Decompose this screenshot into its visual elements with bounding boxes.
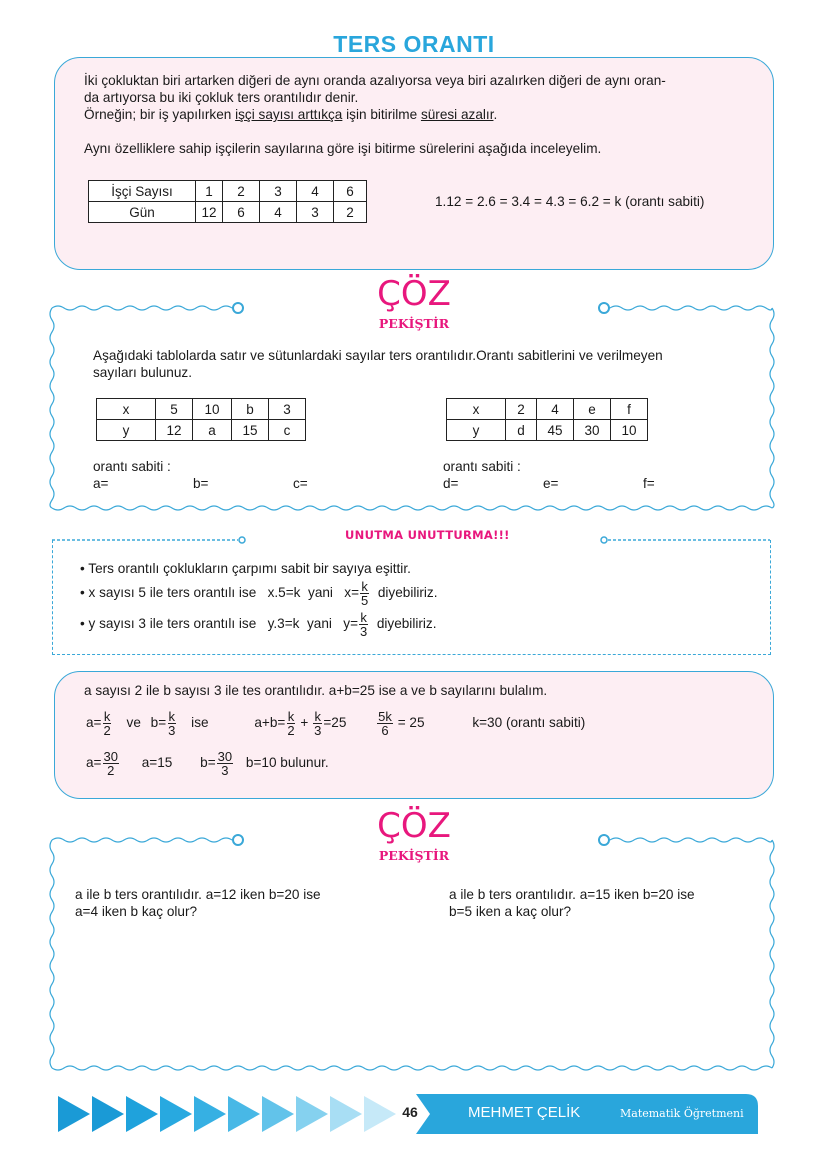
- intro-line-1: İki çokluktan biri artarken diğeri de aynı oranda azalıyorsa veya biri azalırken diğeri de aynı oran-: [84, 73, 666, 88]
- author-name: MEHMET ÇELİK: [468, 1104, 581, 1121]
- pekistir-heading-2: PEKİŞTİR: [378, 848, 450, 863]
- answer-e: e=: [543, 476, 559, 491]
- arrow-icon: [296, 1096, 328, 1132]
- table-cell: x: [447, 399, 506, 420]
- reminder-heading: UNUTMA UNUTTURMA!!!: [345, 528, 510, 542]
- table-cell: 15: [232, 420, 269, 441]
- intro-line-4: Aynı özelliklere sahip işçilerin sayılarına göre işi bitirme sürelerini aşağıda inceleyelim.: [84, 141, 602, 156]
- question-2: a ile b ters orantılıdır. a=15 iken b=20 ise b=5 iken a kaç olur?: [449, 887, 695, 919]
- arrow-icon: [228, 1096, 260, 1132]
- table-row-label: İşçi Sayısı: [89, 181, 196, 202]
- constant-equation: 1.12 = 2.6 = 3.4 = 4.3 = 6.2 = k (orantı sabiti): [435, 194, 705, 209]
- table-cell: 12: [196, 202, 223, 223]
- reminder-bullet-2: • x sayısı 5 ile ters orantılı ise x.5=k yani x= $\frac{k}{5}$ diyebiliriz.: [80, 579, 438, 608]
- page-number: 46: [402, 1104, 418, 1120]
- table-cell: 4: [260, 202, 297, 223]
- fraction: $\frac{k}{5}$: [361, 579, 369, 608]
- table-cell: 2: [223, 181, 260, 202]
- table-cell: 30: [574, 420, 611, 441]
- arrow-icon: [330, 1096, 362, 1132]
- table-cell: 3: [297, 202, 334, 223]
- practice-table-left: [96, 398, 306, 441]
- table-cell: 12: [156, 420, 193, 441]
- table-cell: e: [574, 399, 611, 420]
- table-cell: 4: [537, 399, 574, 420]
- arrow-icon: [92, 1096, 124, 1132]
- arrow-icon: [262, 1096, 294, 1132]
- table-cell: x: [97, 399, 156, 420]
- reminder-bullet-3: • y sayısı 3 ile ters orantılı ise y.3=k yani y= $\frac{k}{3}$ diyebiliriz.: [80, 610, 437, 639]
- table-cell: c: [269, 420, 306, 441]
- table-cell: a: [193, 420, 232, 441]
- pekistir-heading: PEKİŞTİR: [378, 316, 450, 331]
- frame-dot: [599, 303, 609, 313]
- arrow-icon: [160, 1096, 192, 1132]
- table-cell: b: [232, 399, 269, 420]
- table-cell: 2: [506, 399, 537, 420]
- frame-dot: [233, 835, 243, 845]
- reminder-bullet-1: • Ters orantılı çoklukların çarpımı sabit bir sayıya eşittir.: [80, 561, 411, 576]
- table-cell: y: [447, 420, 506, 441]
- example-line-1: a= $\frac{k}{2}$ ve b= $\frac{k}{3}$ ise a+b= $\frac{k}{2}$ + $\frac{k}{3}$ =25 $\frac{5k}{6}$ = 25 k=30 (orantı sabiti): [86, 709, 586, 738]
- arrow-icon: [58, 1096, 90, 1132]
- coz-heading: ÇÖZ: [377, 274, 451, 314]
- answer-c: c=: [293, 476, 308, 491]
- answer-f: f=: [643, 476, 655, 491]
- table-row-label: Gün: [89, 202, 196, 223]
- worker-table: [88, 180, 367, 223]
- answer-d: d=: [443, 476, 459, 491]
- example-line-2: a= $\frac{30}{2}$ a=15 b= $\frac{30}{3}$ b=10 bulunur.: [86, 749, 329, 778]
- table-cell: y: [97, 420, 156, 441]
- practice-table-right: [446, 398, 648, 441]
- sabit-label-right: orantı sabiti :: [443, 459, 521, 474]
- intro-example: Örneğin; bir iş yapılırken işçi sayısı arttıkça işin bitirilme süresi azalır.: [84, 107, 498, 122]
- table-cell: 10: [193, 399, 232, 420]
- page-title: TERS ORANTI: [333, 31, 495, 57]
- answer-a: a=: [93, 476, 109, 491]
- frame-dot: [233, 303, 243, 313]
- table-cell: 6: [223, 202, 260, 223]
- arrow-icon: [194, 1096, 226, 1132]
- table-cell: 4: [297, 181, 334, 202]
- table-cell: 45: [537, 420, 574, 441]
- arrow-icon: [126, 1096, 158, 1132]
- practice-instruction: Aşağıdaki tablolarda satır ve sütunlardaki sayılar ters orantılıdır.Orantı sabitlerini ve verilmeyen sayıları bulunuz.: [93, 348, 663, 380]
- intro-text: [84, 72, 754, 157]
- footer-arrows: [58, 1094, 418, 1134]
- table-cell: 3: [269, 399, 306, 420]
- table-cell: 2: [334, 202, 367, 223]
- intro-line-2: da artıyorsa bu iki çokluk ters orantılıdır denir.: [84, 90, 359, 105]
- frame-dot: [599, 835, 609, 845]
- table-cell: 5: [156, 399, 193, 420]
- table-cell: 1: [196, 181, 223, 202]
- table-cell: 3: [260, 181, 297, 202]
- table-cell: 10: [611, 420, 648, 441]
- answer-b: b=: [193, 476, 209, 491]
- coz-heading-2: ÇÖZ: [377, 806, 451, 846]
- arrow-icon: [364, 1096, 396, 1132]
- practice-frame-2: [48, 832, 776, 1076]
- sabit-label-left: orantı sabiti :: [93, 459, 171, 474]
- table-cell: d: [506, 420, 537, 441]
- table-cell: f: [611, 399, 648, 420]
- table-cell: 6: [334, 181, 367, 202]
- fraction: $\frac{k}{3}$: [360, 610, 368, 639]
- question-1: a ile b ters orantılıdır. a=12 iken b=20 ise a=4 iken b kaç olur?: [75, 887, 321, 919]
- example-problem: a sayısı 2 ile b sayısı 3 ile tes orantılıdır. a+b=25 ise a ve b sayılarını bulalım.: [84, 683, 548, 698]
- author-role: Matematik Öğretmeni: [620, 1107, 744, 1120]
